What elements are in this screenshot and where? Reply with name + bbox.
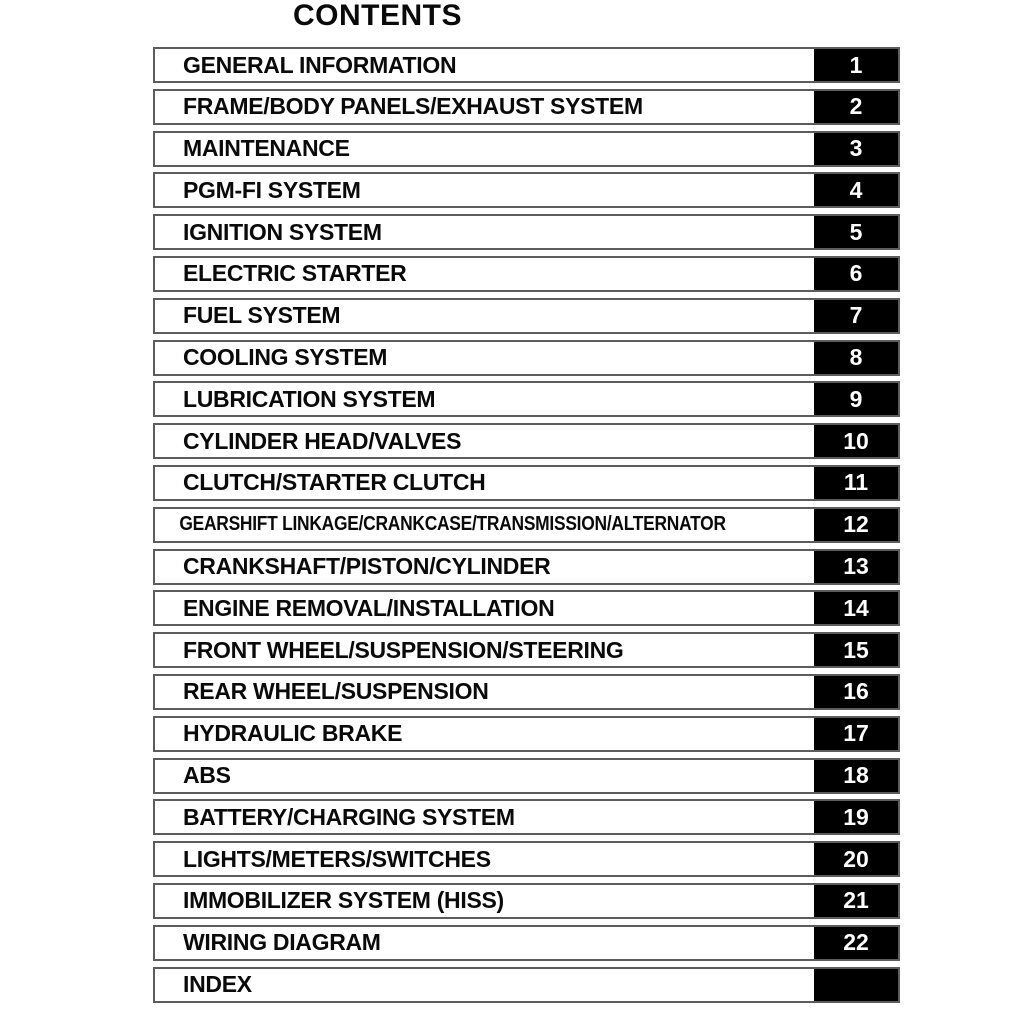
chapter-number-tab: 8 [814, 342, 898, 374]
chapter-number-tab: 4 [814, 174, 898, 206]
chapter-number-tab: 7 [814, 300, 898, 332]
toc-row [153, 674, 900, 710]
chapter-number-tab [814, 969, 898, 1001]
toc-row-label: BATTERY/CHARGING SYSTEM [183, 803, 515, 830]
chapter-number-tab: 3 [814, 133, 898, 165]
toc-row [153, 716, 900, 752]
chapter-number-tab: 13 [814, 551, 898, 583]
toc-row-label: PGM-FI SYSTEM [183, 176, 361, 203]
toc-row [153, 465, 900, 501]
toc-row [153, 381, 900, 417]
chapter-number-tab: 19 [814, 801, 898, 833]
toc-row-label: GEARSHIFT LINKAGE/CRANKCASE/TRANSMISSION/ALTERNATOR [179, 513, 726, 536]
toc-row [153, 590, 900, 626]
chapter-number-tab: 15 [814, 634, 898, 666]
toc-row-label: FRAME/BODY PANELS/EXHAUST SYSTEM [183, 93, 643, 120]
toc-row [153, 883, 900, 919]
chapter-number-tab: 6 [814, 258, 898, 290]
chapter-number-tab: 18 [814, 760, 898, 792]
table-of-contents [153, 47, 900, 1003]
toc-row-label: ENGINE REMOVAL/INSTALLATION [183, 594, 555, 621]
chapter-number-tab: 22 [814, 927, 898, 959]
toc-row-label: FUEL SYSTEM [183, 302, 341, 329]
chapter-number-tab: 16 [814, 676, 898, 708]
toc-row [153, 47, 900, 83]
toc-row [153, 89, 900, 125]
page-title: CONTENTS [293, 0, 462, 32]
chapter-number-tab: 11 [814, 467, 898, 499]
toc-row [153, 423, 900, 459]
toc-row [153, 298, 900, 334]
chapter-number-tab: 20 [814, 843, 898, 875]
toc-row [153, 131, 900, 167]
toc-row [153, 256, 900, 292]
toc-row [153, 507, 900, 543]
chapter-number-tab: 14 [814, 592, 898, 624]
toc-row-label: CYLINDER HEAD/VALVES [183, 427, 462, 454]
toc-row [153, 841, 900, 877]
toc-row-label: HYDRAULIC BRAKE [183, 720, 403, 747]
toc-row-label: CRANKSHAFT/PISTON/CYLINDER [183, 553, 551, 580]
toc-row-label: FRONT WHEEL/SUSPENSION/STEERING [183, 636, 624, 663]
toc-row [153, 799, 900, 835]
toc-row [153, 172, 900, 208]
toc-row [153, 632, 900, 668]
toc-row-label: IMMOBILIZER SYSTEM (HISS) [183, 887, 504, 914]
chapter-number-tab: 9 [814, 383, 898, 415]
toc-row-label: GENERAL INFORMATION [183, 51, 457, 78]
toc-row [153, 214, 900, 250]
toc-row [153, 758, 900, 794]
toc-row-label: WIRING DIAGRAM [183, 929, 381, 956]
toc-row-label: CLUTCH/STARTER CLUTCH [183, 469, 486, 496]
chapter-number-tab: 12 [814, 509, 898, 541]
toc-row-label: IGNITION SYSTEM [183, 218, 382, 245]
chapter-number-tab: 1 [814, 49, 898, 81]
toc-row-label: REAR WHEEL/SUSPENSION [183, 678, 489, 705]
toc-row-label: MAINTENANCE [183, 135, 350, 162]
toc-row [153, 549, 900, 585]
toc-row-label: ELECTRIC STARTER [183, 260, 407, 287]
toc-row [153, 340, 900, 376]
chapter-number-tab: 5 [814, 216, 898, 248]
chapter-number-tab: 10 [814, 425, 898, 457]
chapter-number-tab: 21 [814, 885, 898, 917]
chapter-number-tab: 17 [814, 718, 898, 750]
toc-row-label: LUBRICATION SYSTEM [183, 385, 436, 412]
toc-row-label: INDEX [183, 971, 252, 998]
toc-row-label: COOLING SYSTEM [183, 344, 388, 371]
toc-row [153, 925, 900, 961]
toc-row-label: ABS [183, 762, 231, 789]
chapter-number-tab: 2 [814, 91, 898, 123]
toc-row [153, 967, 900, 1003]
toc-row-label: LIGHTS/METERS/SWITCHES [183, 845, 491, 872]
